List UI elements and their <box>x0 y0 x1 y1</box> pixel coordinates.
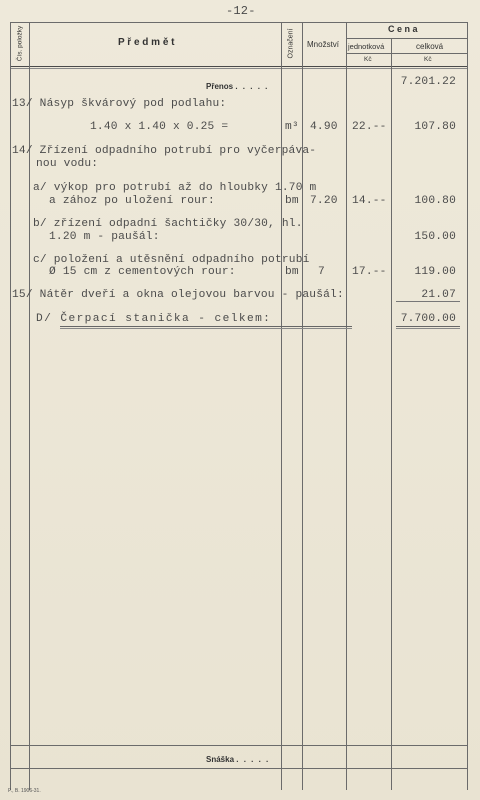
row-14a-unit-price: 14.-- <box>352 195 387 207</box>
unit-price-header: jednotková <box>348 42 385 51</box>
carry-over-label <box>206 82 269 91</box>
top-border <box>10 22 468 23</box>
row-13-calc: 1.40 x 1.40 x 0.25 = <box>90 121 229 133</box>
row-14a-unit: bm <box>285 195 299 207</box>
price-header: C e n a <box>388 24 418 34</box>
row-14c-unit: bm <box>285 266 299 278</box>
row-15-sum-rule <box>396 301 460 302</box>
header-bottom-border <box>10 66 468 67</box>
row-14-title-cont: nou vodu: <box>36 158 99 170</box>
summary-total-underline-1 <box>396 326 460 327</box>
price-header-rule <box>346 38 467 39</box>
footer-dots: . . . . . <box>236 755 270 764</box>
right-border <box>467 22 468 790</box>
summary-underline-1 <box>60 326 352 327</box>
summary-underline-2 <box>60 328 352 329</box>
footer-total-label <box>206 755 270 764</box>
print-code: P., B. 1906-31. <box>8 788 41 794</box>
row-14c-line1: c/ položení a utěsnění odpadního potrubí <box>33 254 310 266</box>
row-15-title: 15/ Nátěr dveří a okna olejovou barvou - paušál: <box>12 289 344 301</box>
row-13-title: 13/ Násyp škvárový pod podlahu: <box>12 98 227 110</box>
total-currency-label: Kč <box>424 56 432 63</box>
item-column-divider <box>29 22 30 790</box>
page-number: -12- <box>226 4 256 18</box>
carry-over-dots: . . . . . <box>235 82 269 91</box>
row-14b-line1: b/ zřízení odpadní šachtičky 30/30, hl. <box>33 218 303 230</box>
row-13-unit: m³ <box>285 121 299 133</box>
total-price-header: celková <box>416 42 444 51</box>
qty-column-divider <box>346 22 347 790</box>
row-14c-qty: 7 <box>318 266 325 278</box>
mark-column-divider <box>302 22 303 790</box>
row-14b-total: 150.00 <box>414 231 456 243</box>
summary-total-underline-2 <box>396 328 460 329</box>
row-14c-total: 119.00 <box>414 266 456 278</box>
row-13-unit-price: 22.-- <box>352 121 387 133</box>
left-border <box>10 22 11 790</box>
row-14a-line2: a zához po uložení rour: <box>49 195 215 207</box>
row-13-total: 107.80 <box>414 121 456 133</box>
footer-bottom-rule <box>10 768 468 769</box>
carry-over-text: Přenos <box>206 82 234 91</box>
summary-text: D/ Čerpací stanička - celkem: <box>36 313 272 325</box>
carry-over-total: 7.201.22 <box>400 76 456 88</box>
row-14-title: 14/ Zřízení odpadního potrubí pro vyčerpáva- <box>12 145 317 157</box>
mark-header: Označení <box>287 28 295 59</box>
subject-header: P ř e d m ě t <box>118 37 175 48</box>
summary-total: 7.700.00 <box>400 313 456 325</box>
row-15-total: 21.07 <box>421 289 456 301</box>
row-14a-qty: 7.20 <box>310 195 338 207</box>
row-13-qty: 4.90 <box>310 121 338 133</box>
row-14a-line1: a/ výkop pro potrubí až do hloubky 1.70 m <box>33 182 317 194</box>
currency-header-rule <box>346 53 467 54</box>
footer-label-text: Snáška <box>206 755 235 764</box>
row-14c-unit-price: 17.-- <box>352 266 387 278</box>
footer-top-rule <box>10 745 468 746</box>
unit-price-column-divider <box>391 38 392 790</box>
item-number-header: Čís. položky <box>16 25 24 62</box>
row-14b-line2: 1.20 m - paušál: <box>49 231 160 243</box>
row-14a-total: 100.80 <box>414 195 456 207</box>
unit-currency-label: Kč <box>364 56 372 63</box>
subject-column-divider <box>281 22 282 790</box>
quantity-header: Množství <box>307 40 340 49</box>
row-14c-line2: Ø 15 cm z cementových rour: <box>49 266 236 278</box>
header-bottom-border-2 <box>10 68 468 69</box>
summary-label <box>36 313 271 325</box>
